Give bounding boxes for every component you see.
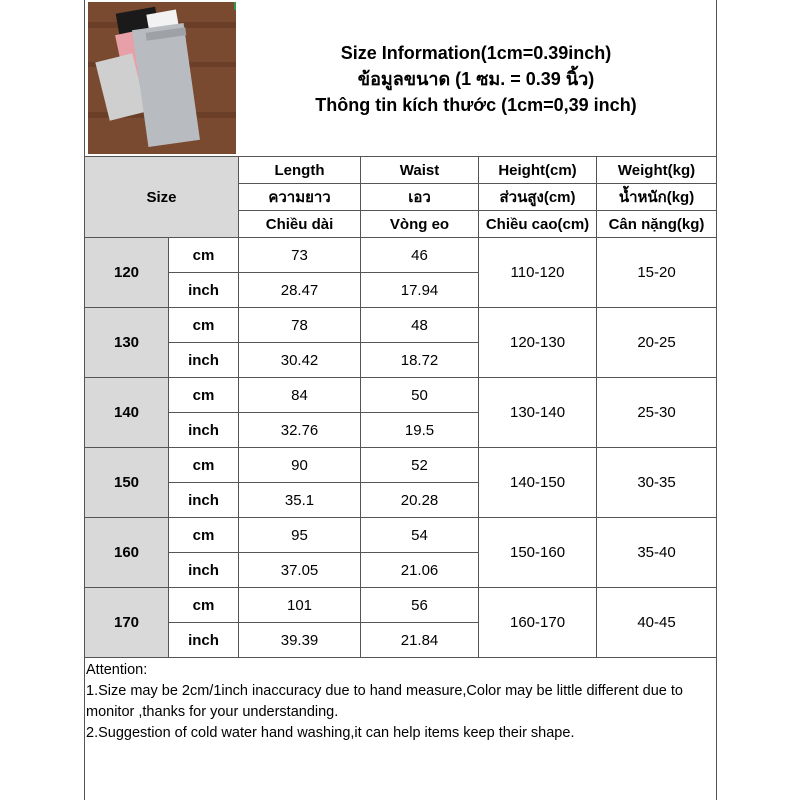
unit-inch: inch xyxy=(169,553,239,588)
size-value: 150 xyxy=(85,448,169,518)
length-inch: 37.05 xyxy=(239,553,361,588)
waist-header-th: เอว xyxy=(361,184,479,211)
weight-header-en: Weight(kg) xyxy=(597,157,717,184)
unit-inch: inch xyxy=(169,273,239,308)
size-value: 120 xyxy=(85,238,169,308)
height-range: 160-170 xyxy=(479,588,597,658)
length-header-th: ความยาว xyxy=(239,184,361,211)
waist-cm: 52 xyxy=(361,448,479,483)
weight-range: 15-20 xyxy=(597,238,717,308)
waist-inch: 21.06 xyxy=(361,553,479,588)
product-photo xyxy=(88,2,236,154)
table-row xyxy=(85,378,717,413)
unit-inch: inch xyxy=(169,343,239,378)
unit-cm: cm xyxy=(169,378,239,413)
waist-cm: 46 xyxy=(361,238,479,273)
title-vietnamese: Thông tin kích thước (1cm=0,39 inch) xyxy=(315,95,637,115)
unit-cm: cm xyxy=(169,518,239,553)
waist-inch: 17.94 xyxy=(361,273,479,308)
unit-cm: cm xyxy=(169,308,239,343)
height-header-en: Height(cm) xyxy=(479,157,597,184)
weight-range: 30-35 xyxy=(597,448,717,518)
waist-inch: 21.84 xyxy=(361,623,479,658)
size-value: 140 xyxy=(85,378,169,448)
attention-notes xyxy=(86,660,714,744)
length-cm: 84 xyxy=(239,378,361,413)
size-column-header: Size xyxy=(85,157,239,238)
title-thai: ข้อมูลขนาด (1 ซม. = 0.39 นิ้ว) xyxy=(357,69,595,89)
height-range: 110-120 xyxy=(479,238,597,308)
waist-cm: 54 xyxy=(361,518,479,553)
length-inch: 32.76 xyxy=(239,413,361,448)
weight-header-vi: Cân nặng(kg) xyxy=(597,211,717,238)
size-value: 160 xyxy=(85,518,169,588)
weight-range: 35-40 xyxy=(597,518,717,588)
table-row xyxy=(85,238,717,273)
waist-cm: 50 xyxy=(361,378,479,413)
attention-note-2: 2.Suggestion of cold water hand washing,it can help items keep their shape. xyxy=(86,725,575,741)
length-header-vi: Chiều dài xyxy=(239,211,361,238)
height-range: 120-130 xyxy=(479,308,597,378)
weight-range: 20-25 xyxy=(597,308,717,378)
size-value: 130 xyxy=(85,308,169,378)
length-inch: 30.42 xyxy=(239,343,361,378)
size-table xyxy=(84,156,717,658)
unit-inch: inch xyxy=(169,623,239,658)
unit-cm: cm xyxy=(169,448,239,483)
length-cm: 101 xyxy=(239,588,361,623)
height-range: 130-140 xyxy=(479,378,597,448)
length-header-en: Length xyxy=(239,157,361,184)
length-cm: 90 xyxy=(239,448,361,483)
height-header-vi: Chiều cao(cm) xyxy=(479,211,597,238)
weight-range: 40-45 xyxy=(597,588,717,658)
waist-inch: 19.5 xyxy=(361,413,479,448)
title-english: Size Information(1cm=0.39inch) xyxy=(340,43,612,63)
height-range: 150-160 xyxy=(479,518,597,588)
size-information-header xyxy=(237,2,715,156)
waist-cm: 56 xyxy=(361,588,479,623)
table-row xyxy=(85,448,717,483)
table-row xyxy=(85,588,717,623)
table-row xyxy=(85,308,717,343)
length-cm: 78 xyxy=(239,308,361,343)
size-value: 170 xyxy=(85,588,169,658)
waist-inch: 18.72 xyxy=(361,343,479,378)
length-cm: 73 xyxy=(239,238,361,273)
height-header-th: ส่วนสูง(cm) xyxy=(479,184,597,211)
product-photo-icon xyxy=(88,2,236,154)
weight-range: 25-30 xyxy=(597,378,717,448)
table-row xyxy=(85,518,717,553)
waist-header-vi: Vòng eo xyxy=(361,211,479,238)
length-inch: 28.47 xyxy=(239,273,361,308)
unit-inch: inch xyxy=(169,483,239,518)
waist-header-en: Waist xyxy=(361,157,479,184)
attention-note-1: 1.Size may be 2cm/1inch inaccuracy due to hand measure,Color may be little different due to monitor ,thanks for your understanding. xyxy=(86,683,683,720)
length-inch: 35.1 xyxy=(239,483,361,518)
attention-heading: Attention: xyxy=(86,662,148,678)
length-cm: 95 xyxy=(239,518,361,553)
waist-cm: 48 xyxy=(361,308,479,343)
length-inch: 39.39 xyxy=(239,623,361,658)
unit-cm: cm xyxy=(169,588,239,623)
unit-inch: inch xyxy=(169,413,239,448)
weight-header-th: น้ำหนัก(kg) xyxy=(597,184,717,211)
waist-inch: 20.28 xyxy=(361,483,479,518)
height-range: 140-150 xyxy=(479,448,597,518)
unit-cm: cm xyxy=(169,238,239,273)
